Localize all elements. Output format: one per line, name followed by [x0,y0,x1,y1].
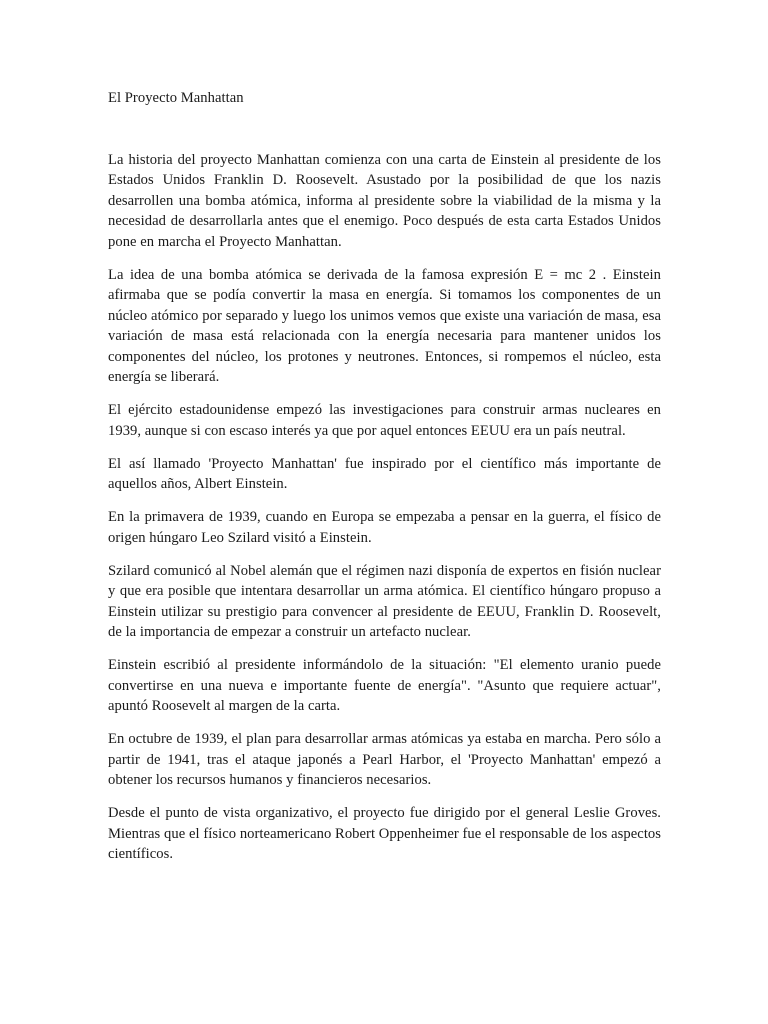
paragraph-5: En la primavera de 1939, cuando en Europa se empezaba a pensar en la guerra, el físico de origen húngaro Leo Szilard visitó a Einstein. [108,509,661,546]
paragraph-9: Desde el punto de vista organizativo, el proyecto fue dirigido por el general Leslie Groves. Mientras que el físico norteamericano Robert Oppenheimer fue el responsable de los aspectos científicos. [108,805,661,862]
paragraph-4: El así llamado 'Proyecto Manhattan' fue inspirado por el científico más importante de aquellos años, Albert Einstein. [108,455,661,492]
paragraph-7: Einstein escribió al presidente informándolo de la situación: "El elemento uranio puede convertirse en una nueva e importante fuente de energía". "Asunto que requiere actuar", apuntó Roosevelt al margen de la carta. [108,657,661,714]
document-body [108,88,661,877]
paragraph-6: Szilard comunicó al Nobel alemán que el régimen nazi disponía de expertos en fisión nuclear y que era posible que intentara desarrollar un arma atómica. El científico húngaro propuso a Einstein utilizar su prestigio para convencer al presidente de EEUU, Franklin D. Roosevelt, de la importancia de empezar a construir un artefacto nuclear. [108,562,661,640]
paragraph-8: En octubre de 1939, el plan para desarrollar armas atómicas ya estaba en marcha. Pero sólo a partir de 1941, tras el ataque japonés a Pearl Harbor, el 'Proyecto Manhattan' empezó a obtener los recursos humanos y financieros necesarios. [108,731,661,788]
paragraph-3: El ejército estadounidense empezó las investigaciones para construir armas nucleares en 1939, aunque si con escaso interés ya que por aquel entonces EEUU era un país neutral. [108,402,661,439]
paragraph-2: La idea de una bomba atómica se derivada de la famosa expresión E = mc 2 . Einstein afirmaba que se podía convertir la masa en energía. Si tomamos los componentes de un núcleo atómico por separado y luego los unimos vemos que existe una variación de masa, esa variación de masa está relacionada con la energía necesaria para mantener unidos los componentes del núcleo, los protones y neutrones. Entonces, si rompemos el núcleo, esta energía se liberará. [108,266,661,385]
document-title: El Proyecto Manhattan [108,90,244,106]
paragraph-1: La historia del proyecto Manhattan comienza con una carta de Einstein al presidente de los Estados Unidos Franklin D. Roosevelt. Asustado por la posibilidad de que los nazis desarrollen una bomba atómica, informa al presidente sobre la viabilidad de la misma y la necesidad de desarrollarla antes que el enemigo. Poco después de esta carta Estados Unidos pone en marcha el Proyecto Manhattan. [108,151,661,250]
